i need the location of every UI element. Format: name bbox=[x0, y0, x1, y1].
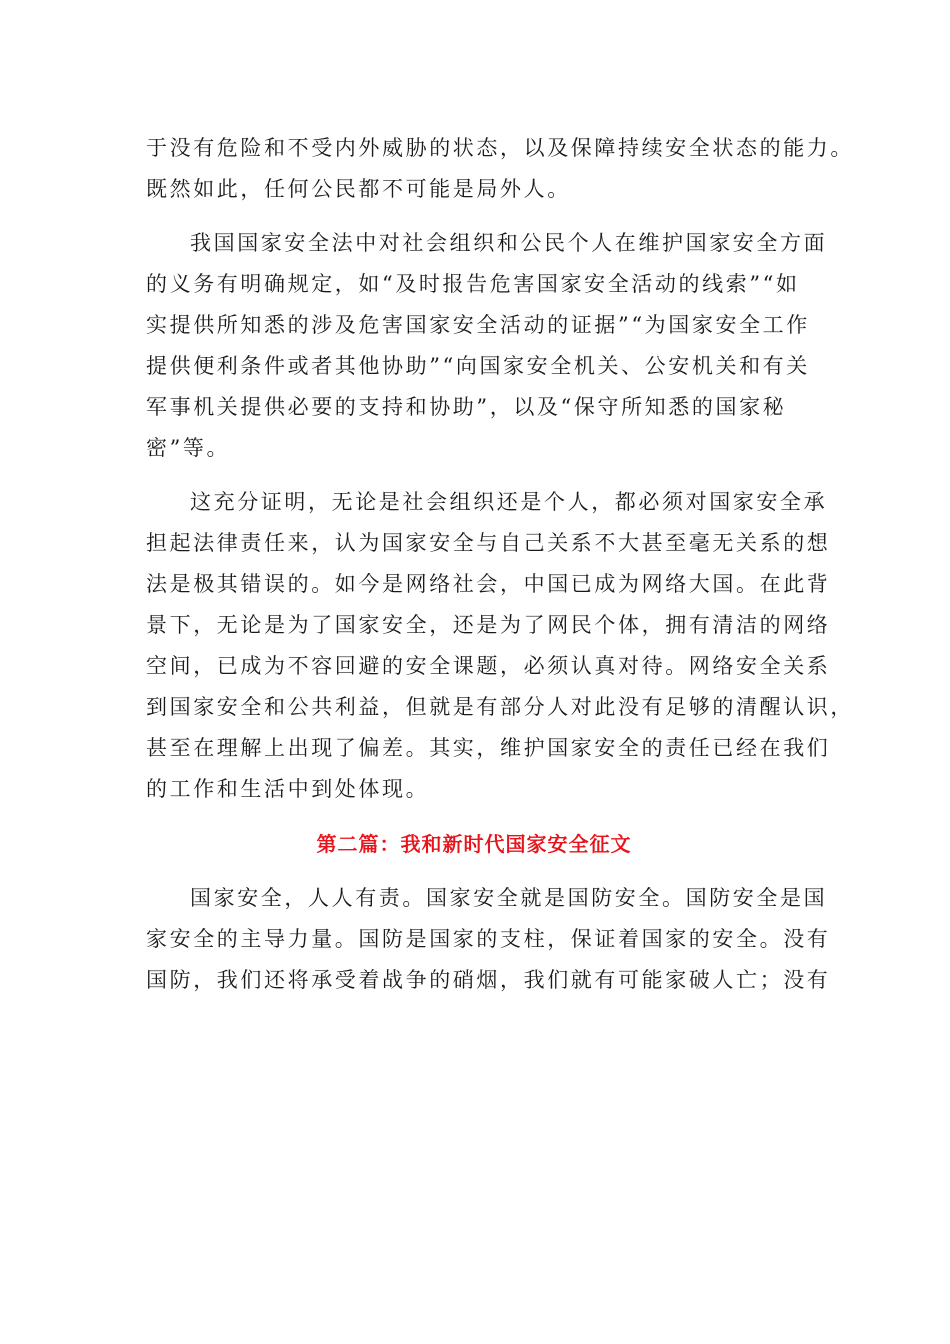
text-line: 提供便利条件或者其他协助”“向国家安全机关、公安机关和有关 bbox=[146, 354, 810, 378]
text-line: 法是极其错误的。如今是网络社会，中国已成为网络大国。在此背 bbox=[146, 572, 831, 596]
paragraph-responsibility bbox=[146, 482, 854, 810]
text-line: 家安全的主导力量。国防是国家的支柱，保证着国家的安全。没有 bbox=[146, 927, 831, 951]
section-heading: 第二篇：我和新时代国家安全征文 bbox=[316, 832, 632, 856]
text-line: 景下，无论是为了国家安全，还是为了网民个体，拥有清洁的网络 bbox=[146, 613, 831, 637]
text-line: 这充分证明，无论是社会组织还是个人，都必须对国家安全承 bbox=[190, 490, 828, 514]
paragraph-national-defense bbox=[146, 878, 831, 1001]
paragraph-legal-duties bbox=[146, 223, 828, 469]
text-line: 实提供所知悉的涉及危害国家安全活动的证据”“为国家安全工作 bbox=[146, 313, 810, 337]
text-line: 国家安全，人人有责。国家安全就是国防安全。国防安全是国 bbox=[190, 886, 828, 910]
text-line: 甚至在理解上出现了偏差。其实，维护国家安全的责任已经在我们 bbox=[146, 736, 831, 760]
text-line: 既然如此，任何公民都不可能是局外人。 bbox=[146, 177, 571, 201]
text-line: 我国国家安全法中对社会组织和公民个人在维护国家安全方面 bbox=[190, 231, 828, 255]
document-body bbox=[146, 128, 854, 1001]
text-line: 密”等。 bbox=[146, 436, 231, 460]
text-line: 的工作和生活中到处体现。 bbox=[146, 777, 430, 801]
text-line: 国防，我们还将承受着战争的硝烟，我们就有可能家破人亡；没有 bbox=[146, 968, 831, 992]
text-line: 担起法律责任来，认为国家安全与自己关系不大甚至毫无关系的想 bbox=[146, 531, 831, 555]
paragraph-continuation bbox=[146, 128, 854, 210]
text-line: 的义务有明确规定，如“及时报告危害国家安全活动的线索”“如 bbox=[146, 272, 800, 296]
text-line: 到国家安全和公共利益，但就是有部分人对此没有足够的清醒认识， bbox=[146, 695, 854, 719]
text-line: 空间，已成为不容回避的安全课题，必须认真对待。网络安全关系 bbox=[146, 654, 831, 678]
text-line: 军事机关提供必要的支持和协助”，以及“保守所知悉的国家秘 bbox=[146, 395, 787, 419]
text-line: 于没有危险和不受内外威胁的状态，以及保障持续安全状态的能力。 bbox=[146, 136, 854, 160]
